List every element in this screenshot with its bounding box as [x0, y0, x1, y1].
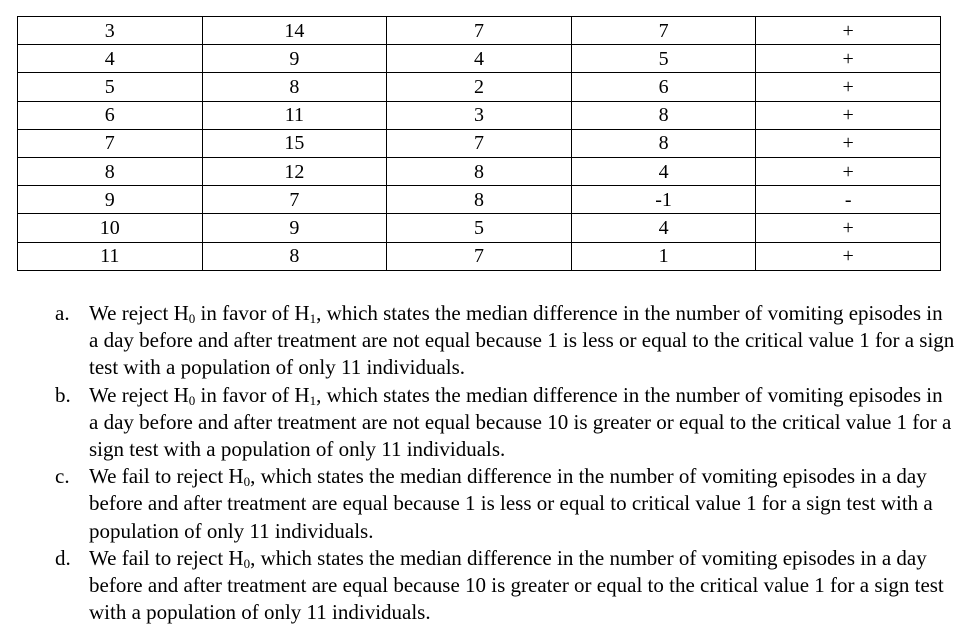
table-cell: 1 — [571, 242, 756, 270]
table-cell: 8 — [18, 157, 203, 185]
table-cell: 8 — [571, 101, 756, 129]
table-cell: 7 — [387, 242, 572, 270]
answer-option-d[interactable] — [55, 545, 955, 626]
text-segment: in favor of H — [195, 382, 310, 407]
table-cell: 7 — [571, 17, 756, 45]
table-row — [18, 214, 941, 242]
table-row — [18, 73, 941, 101]
table-cell: + — [756, 101, 941, 129]
subscript: 0 — [243, 474, 251, 490]
answer-option-b[interactable] — [55, 382, 955, 464]
table-cell: 3 — [18, 17, 203, 45]
option-letter: a. — [55, 301, 70, 325]
table-cell: 6 — [18, 101, 203, 129]
table-cell: 2 — [387, 73, 572, 101]
table-cell: - — [756, 186, 941, 214]
option-text — [89, 300, 955, 382]
option-text — [89, 545, 955, 626]
table-cell: 5 — [387, 214, 572, 242]
table-cell: 3 — [387, 101, 572, 129]
table-row — [18, 45, 941, 73]
table-cell: 4 — [571, 214, 756, 242]
text-segment: We fail to reject H — [89, 464, 244, 489]
table-cell: + — [756, 73, 941, 101]
answer-options — [55, 300, 955, 626]
table-cell: 12 — [202, 157, 387, 185]
table-cell: + — [756, 157, 941, 185]
text-segment: , which states the median difference in the number of vomiting episodes in a day before and after treatment are equal because 10 is greater or equal to the critical value 1 for a sign test with a population of only 11 individuals. — [89, 545, 944, 625]
table-cell: 10 — [18, 214, 203, 242]
table-cell: 9 — [202, 45, 387, 73]
answer-option-c[interactable] — [55, 463, 955, 545]
table-row — [18, 157, 941, 185]
text-segment: , which states the median difference in the number of vomiting episodes in a day before and after treatment are not equal because 10 is greater or equal to the critical value 1 for a sign test with a population of only 11 individuals. — [89, 382, 952, 462]
subscript: 1 — [309, 311, 317, 326]
table-cell: 8 — [571, 129, 756, 157]
option-letter: c. — [55, 464, 70, 489]
table-cell: + — [756, 45, 941, 73]
table-cell: 5 — [18, 73, 203, 101]
table-row — [18, 17, 941, 45]
table-cell: 4 — [18, 45, 203, 73]
table-cell: -1 — [571, 186, 756, 214]
subscript: 0 — [243, 555, 251, 571]
subscript: 1 — [309, 392, 317, 408]
text-segment: We fail to reject H — [89, 545, 244, 570]
table-cell: + — [756, 17, 941, 45]
table-row — [18, 186, 941, 214]
table-row — [18, 101, 941, 129]
answer-option-a[interactable] — [55, 300, 955, 382]
table-cell: 15 — [202, 129, 387, 157]
table-cell: 7 — [202, 186, 387, 214]
table-cell: 7 — [18, 129, 203, 157]
table-cell: 8 — [202, 242, 387, 270]
table-cell: 5 — [571, 45, 756, 73]
table-cell: 11 — [18, 242, 203, 270]
table-cell: 4 — [387, 45, 572, 73]
option-letter: b. — [55, 382, 71, 407]
text-segment: We reject H — [89, 301, 189, 325]
subscript: 0 — [188, 311, 196, 326]
text-segment: in favor of H — [195, 301, 310, 325]
table-cell: 8 — [387, 157, 572, 185]
table-cell: + — [756, 129, 941, 157]
option-letter: d. — [55, 545, 71, 570]
table-cell: 9 — [18, 186, 203, 214]
subscript: 0 — [188, 392, 196, 408]
text-segment: We reject H — [89, 382, 189, 407]
table-cell: 8 — [387, 186, 572, 214]
option-text — [89, 463, 955, 545]
option-text — [89, 382, 955, 464]
data-table — [17, 16, 941, 271]
table-cell: 6 — [571, 73, 756, 101]
table-cell: 9 — [202, 214, 387, 242]
table-cell: 11 — [202, 101, 387, 129]
text-segment: , which states the median difference in the number of vomiting episodes in a day before and after treatment are not equal because 1 is less or equal to the critical value 1 for a sign test with a population of only 11 individuals. — [89, 301, 955, 380]
table-row — [18, 129, 941, 157]
table-cell: 7 — [387, 17, 572, 45]
table-cell: + — [756, 242, 941, 270]
text-segment: , which states the median difference in the number of vomiting episodes in a day before and after treatment are equal because 1 is less or equal to critical value 1 for a sign test with a population of only 11 individuals. — [89, 464, 933, 543]
table-cell: + — [756, 214, 941, 242]
table-row — [18, 242, 941, 270]
table-cell: 7 — [387, 129, 572, 157]
table-cell: 4 — [571, 157, 756, 185]
table-cell: 8 — [202, 73, 387, 101]
table-cell: 14 — [202, 17, 387, 45]
